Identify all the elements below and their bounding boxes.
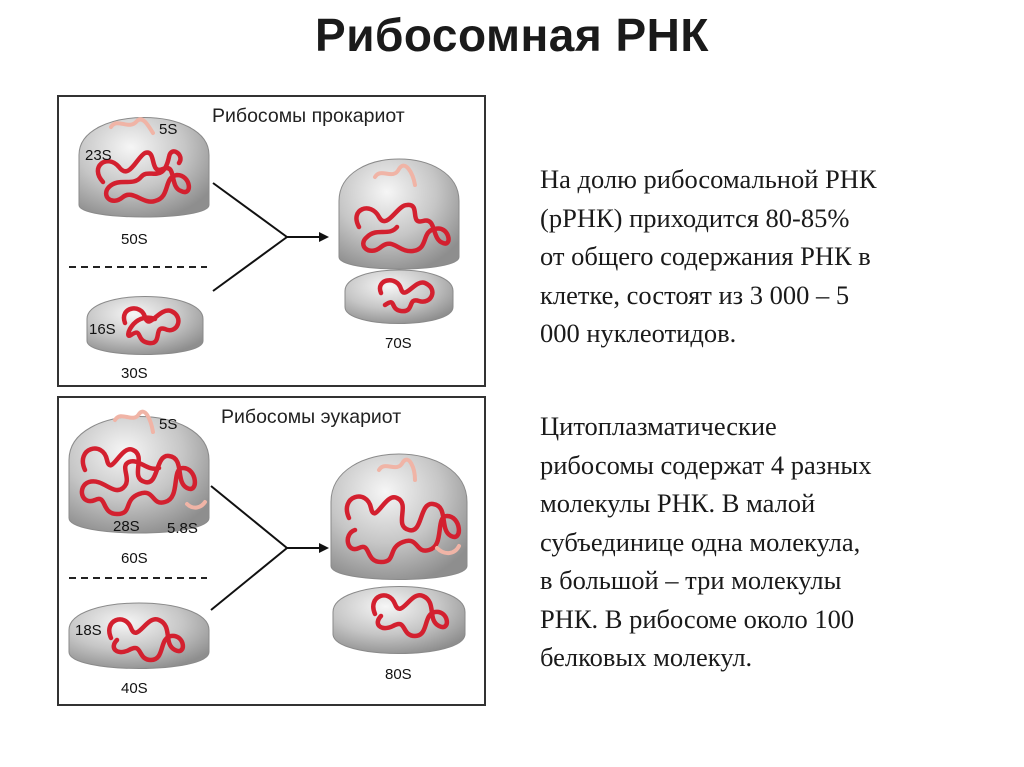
label-50s: 50S (121, 231, 148, 248)
label-70s: 70S (385, 335, 412, 352)
paragraph-line: от общего содержания РНК в (540, 241, 871, 271)
arrowhead (319, 543, 329, 553)
label-23s: 23S (85, 147, 112, 164)
paragraph-line: Цитоплазматические (540, 411, 777, 441)
paragraph-line: клетке, состоят из 3 000 – 5 (540, 279, 850, 310)
arrow-30s (213, 237, 287, 291)
arrow-50s (213, 183, 287, 237)
paragraph-line: (рРНК) приходится 80-85% (540, 202, 850, 233)
paragraph-line: в большой – три молекулы (540, 565, 842, 595)
arrow-40s (211, 548, 287, 610)
label-60s: 60S (121, 550, 148, 567)
label-58s: 5.8S (167, 520, 198, 537)
arrowhead (319, 232, 329, 242)
label-80s: 80S (385, 666, 412, 683)
assembled-30s (345, 270, 453, 324)
label-16s: 16S (89, 321, 116, 338)
label-30s: 30S (121, 365, 148, 382)
paragraph-line: РНК. В рибосоме около 100 (540, 603, 855, 634)
paragraph-line: 000 нуклеотидов. (540, 318, 737, 348)
paragraph-line: рибосомы содержат 4 разных (540, 449, 872, 480)
page-title: Рибосомная РНК (315, 9, 709, 61)
prokaryote-heading: Рибосомы прокариот (212, 105, 405, 127)
label-28s: 28S (113, 518, 140, 535)
paragraph-line: На долю рибосомальной РНК (540, 164, 877, 194)
paragraph-rrna-share (540, 160, 990, 353)
label-40s: 40S (121, 680, 148, 697)
label-5s: 5S (159, 416, 178, 433)
prokaryote-ribosome-panel (57, 95, 486, 387)
paragraph-line: белковых молекул. (540, 642, 753, 672)
eukaryote-heading: Рибосомы эукариот (221, 406, 402, 428)
arrow-60s (211, 486, 287, 548)
paragraph-cytoplasmic-ribosomes (540, 407, 990, 677)
paragraph-line: субъединице одна молекула, (540, 526, 861, 557)
paragraph-line: молекулы РНК. В малой (540, 488, 816, 518)
label-18s: 18S (75, 622, 102, 639)
label-5s: 5S (159, 121, 178, 138)
eukaryote-ribosome-panel (57, 396, 486, 706)
